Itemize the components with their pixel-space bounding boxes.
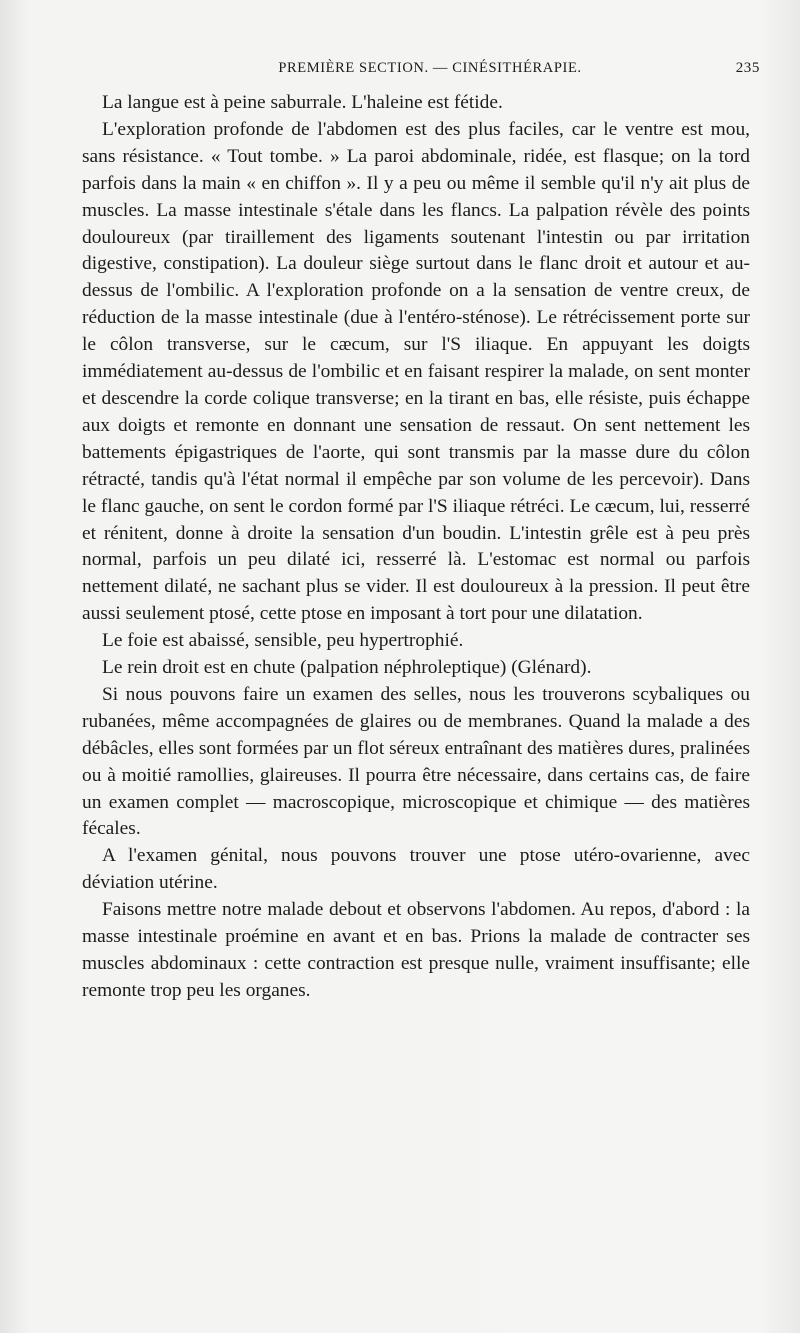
running-header	[100, 60, 760, 77]
paragraph-genital-exam: A l'examen génital, nous pouvons trouver une ptose utéro-ovarienne, avec déviation utérine.	[82, 845, 750, 894]
paragraph-tongue: La langue est à peine saburrale. L'haleine est fétide.	[102, 92, 503, 113]
paragraph-abdominal-exploration: L'exploration profonde de l'abdomen est des plus faciles, car le ventre est mou, sans résistance. « Tout tombe. » La paroi abdominale, ridée, est flasque; on la tord parfois dans la main « en chiffon ». Il y a peu ou même il semble qu'il n'y ait plus de muscles. La masse intestinale s'étale dans les flancs. La palpation révèle des points douloureux (par tiraillement des ligaments soutenant l'intestin ou par irritation digestive, constipation). La douleur siège surtout dans le flanc droit et autour et au-dessus de l'ombilic. A l'exploration profonde on a la sensation de ventre creux, de réduction de la masse intestinale (due à l'entéro-sténose). Le rétrécissement porte sur le côlon transverse, sur le cæcum, sur l'S iliaque. En appuyant les doigts immédiatement au-dessus de l'ombilic et en faisant respirer la malade, on sent monter et descendre la corde colique transverse; en la tirant en bas, elle résiste, puis échappe aux doigts et remonte en donnant une sensation de ressaut. On sent nettement les battements épigastriques de l'aorte, qui sont transmis par la masse dure du côlon rétracté, tandis qu'à l'état normal il empêche par son volume de les percevoir). Dans le flanc gauche, on sent le cordon formé par l'S iliaque rétréci. Le cæcum, lui, resserré et rénitent, donne à droite la sensation d'un boudin. L'intestin grêle est à peu près normal, parfois un peu dilaté ici, resserré là. L'estomac est normal ou parfois nettement dilaté, ne sachant plus se vider. Il est douloureux à la pression. Il peut être aussi seulement ptosé, cette ptose en imposant à tort pour une dilatation.	[82, 118, 750, 625]
paragraph-stool-exam: Si nous pouvons faire un examen des selles, nous les trouverons scybaliques ou rubanées, même accompagnées de glaires ou de membranes. Quand la malade a des débâcles, elles sont formées par un flot séreux entraînant des matières dures, pralinées ou à moitié ramollies, glaireuses. Il pourra être nécessaire, dans certains cas, de faire un examen complet — macroscopique, microscopique et chimique — des matières fécales.	[82, 683, 750, 840]
running-title: PREMIÈRE SECTION. — CINÉSITHÉRAPIE.	[278, 60, 582, 76]
paragraph-standing-exam: Faisons mettre notre malade debout et observons l'abdomen. Au repos, d'abord : la masse intestinale proémine en avant et en bas. Prions la malade de contracter ses muscles abdominaux : cette contraction est presque nulle, vraiment insuffisante; elle remonte trop peu les organes.	[82, 899, 750, 1001]
paragraph-kidney: Le rein droit est en chute (palpation néphroleptique) (Glénard).	[102, 657, 592, 679]
page-number: 235	[735, 60, 760, 76]
body-text	[82, 90, 750, 1005]
paragraph-liver: Le foie est abaissé, sensible, peu hypertrophié.	[102, 630, 464, 652]
